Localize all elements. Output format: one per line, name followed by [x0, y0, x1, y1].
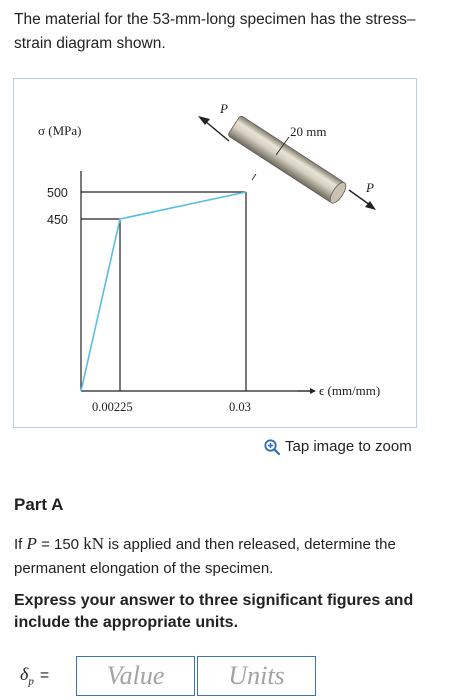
zoom-link[interactable]: [264, 438, 412, 455]
problem-statement: The material for the 53-mm-long specimen has the stress–strain diagram shown.: [14, 11, 416, 52]
x-tick-0.00225: 0.00225: [92, 400, 133, 414]
stress-strain-diagram: [14, 79, 416, 427]
question-equals: = 150: [36, 536, 84, 553]
x-tick-0.03: 0.03: [229, 400, 251, 414]
stress-strain-figure[interactable]: [13, 78, 417, 428]
answer-row: [14, 654, 316, 698]
y-axis-label: σ (MPa): [38, 123, 82, 138]
zoom-label: Tap image to zoom: [285, 438, 412, 455]
specimen-illustration: [198, 101, 376, 210]
units-input[interactable]: Units: [197, 656, 316, 696]
part-title: Part A: [14, 495, 64, 514]
question-suffix: is applied and then released, determine the permanent elongation of the specimen.: [14, 536, 396, 577]
answer-symbol: δ: [20, 664, 29, 685]
y-tick-500: 500: [47, 186, 68, 200]
x-axis-label: ϵ (mm/mm): [319, 383, 381, 398]
load-label-top: P: [220, 101, 228, 116]
question-prefix: If: [14, 536, 27, 553]
y-tick-450: 450: [47, 213, 68, 227]
answer-label: [14, 664, 76, 688]
question-variable: P: [26, 534, 37, 553]
answer-instruction: Express your answer to three significant figures and include the appropriate units.: [14, 592, 414, 631]
question-unit: kN: [83, 534, 104, 553]
load-label-bottom: P: [366, 180, 374, 195]
stress-strain-curve: [81, 192, 246, 391]
question-text: [14, 532, 454, 581]
value-input[interactable]: Value: [76, 656, 195, 696]
answer-equals: =: [39, 667, 50, 684]
answer-subscript: p: [28, 675, 34, 688]
diameter-label: 20 mm: [290, 124, 327, 139]
zoom-in-icon: [264, 439, 280, 455]
